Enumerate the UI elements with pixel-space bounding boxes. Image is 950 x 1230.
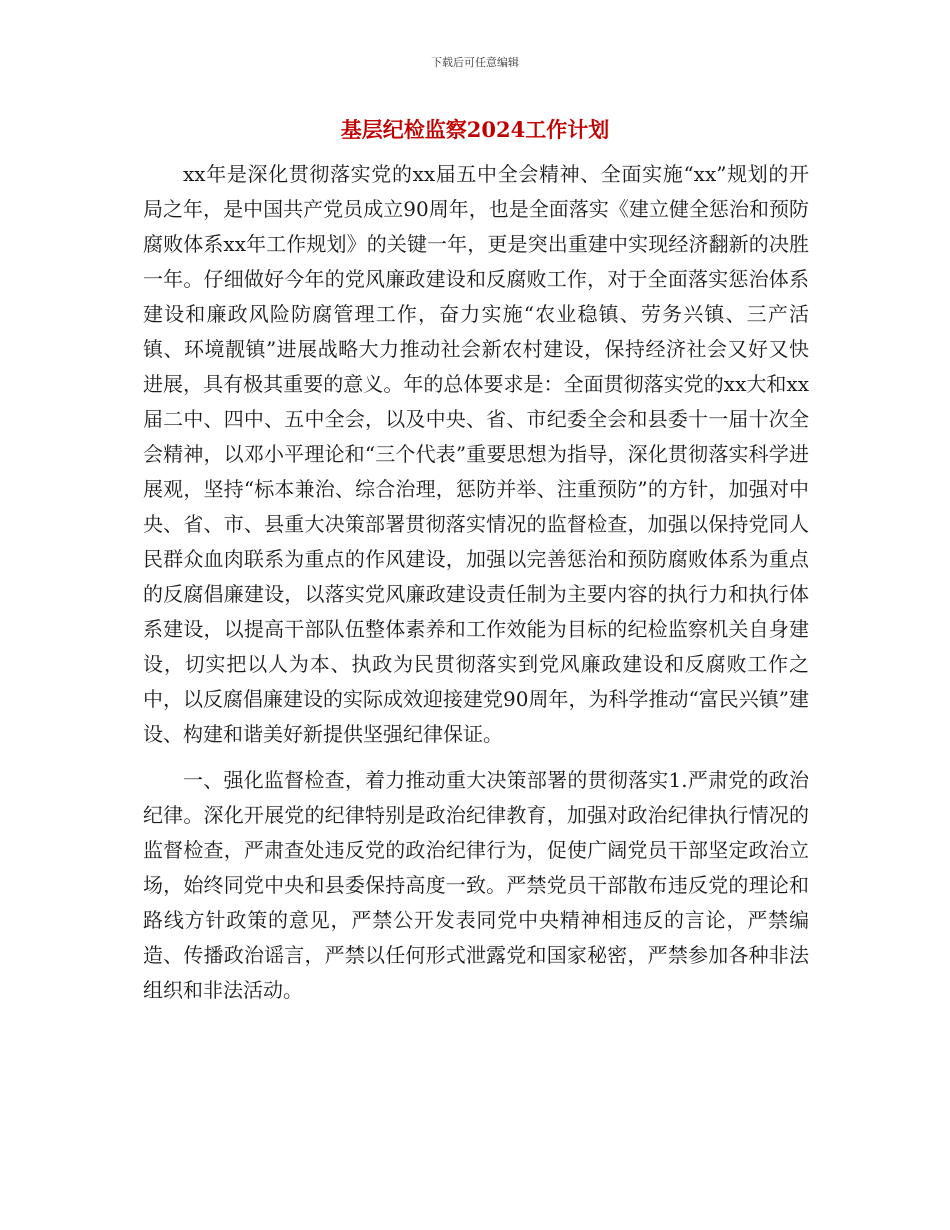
document-title: 基层纪检监察2024工作计划 bbox=[340, 117, 610, 142]
paragraph-intro: xx年是深化贯彻落实党的xx届五中全会精神、全面实施“xx”规划的开局之年，是中国共产党员成立90周年，也是全面落实《建立健全惩治和预防腐败体系xx年工作规划》的关键一年，更是突出重建中实现经济翻新的决胜一年。仔细做好今年的党风廉政建设和反腐败工作，对于全面落实惩治体系建设和廉政风险防腐管理工作，奋力实施“农业稳镇、劳务兴镇、三产活镇、环境靓镇”进展战略大力推动社会新农村建设，保持经济社会又好又快进展，具有极其重要的意义。年的总体要求是：全面贯彻落实党的xx大和xx届二中、四中、五中全会，以及中央、省、市纪委全会和县委十一届十次全会精神，以邓小平理论和“三个代表”重要思想为指导，深化贯彻落实科学进展观，坚持“标本兼治、综合治理，惩防并举、注重预防”的方针，加强对中央、省、市、县重大决策部署贯彻落实情况的监督检查，加强以保持党同人民群众血肉联系为重点的作风建设，加强以完善惩治和预防腐败体系为重点的反腐倡廉建设，以落实党风廉政建设责任制为主要内容的执行力和执行体系建设，以提高干部队伍整体素养和工作效能为目标的纪检监察机关自身建设，切实把以人为本、执政为民贯彻落实到党风廉政建设和反腐败工作之中，以反腐倡廉建设的实际成效迎接建党90周年，为科学推动“富民兴镇”建设、构建和谐美好新提供坚强纪律保证。 bbox=[143, 162, 809, 746]
document-body bbox=[143, 157, 809, 1008]
page-header: 下载后可任意编辑 bbox=[431, 56, 519, 69]
paragraph-section-one: 一、强化监督检查，着力推动重大决策部署的贯彻落实1.严肃党的政治纪律。深化开展党的纪律特别是政治纪律教育，加强对政治纪律执行情况的监督检查，严肃查处违反党的政治纪律行为，促使广阔党员干部坚定政治立场，始终同党中央和县委保持高度一致。严禁党员干部散布违反党的理论和路线方针政策的意见，严禁公开发表同党中央精神相违反的言论，严禁编造、传播政治谣言，严禁以任何形式泄露党和国家秘密，严禁参加各种非法组织和非法活动。 bbox=[143, 768, 809, 1002]
